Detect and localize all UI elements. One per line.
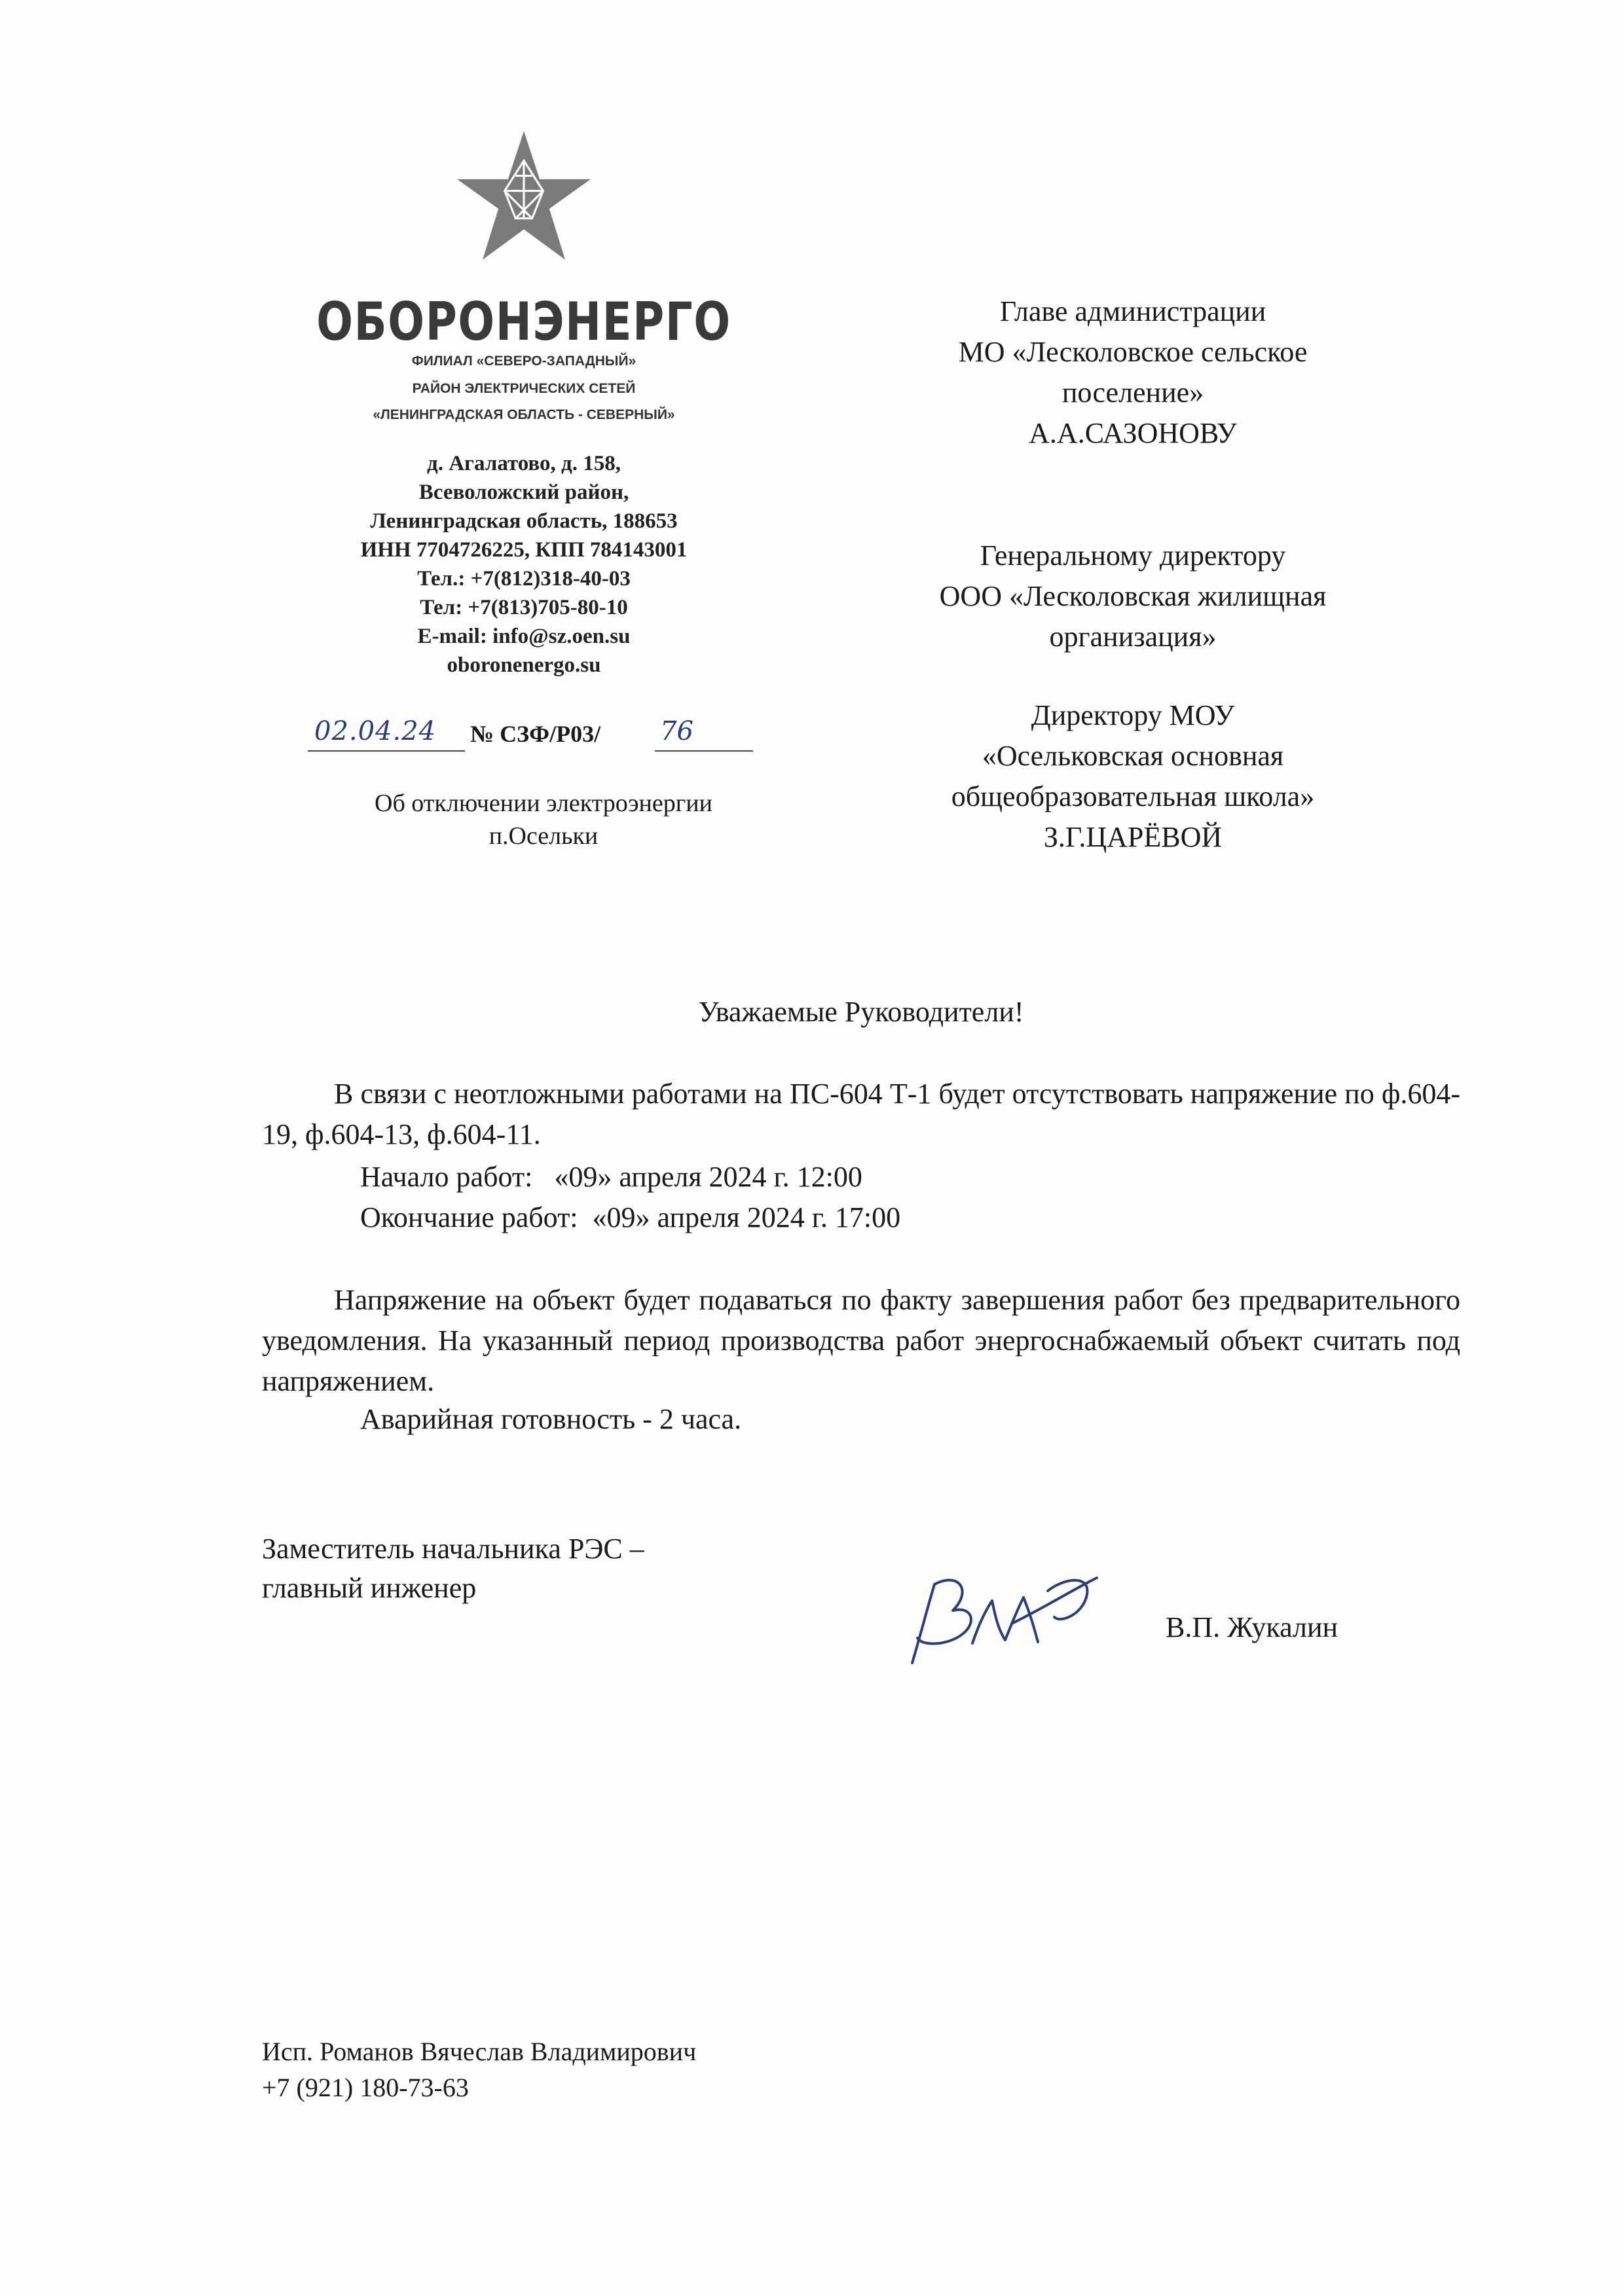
- subject-line: п.Осельки: [489, 822, 599, 850]
- subject-line: Об отключении электроэнергии: [375, 790, 712, 817]
- reference-line: [308, 716, 766, 759]
- handwritten-signature: [900, 1565, 1103, 1669]
- recipient-block: [838, 536, 1428, 657]
- recipient-line: Генеральному директору: [980, 539, 1286, 572]
- region-name: «ЛЕНИНГРАДСКАЯ ОБЛАСТЬ - СЕВЕРНЫЙ»: [373, 407, 675, 422]
- body-paragraph: Напряжение на объект будет подаваться по факту завершения работ без предварительного уведомления. На указанный период производства работ энергоснабжаемый объект считать под напряжением.: [262, 1284, 1460, 1397]
- executor-phone: +7 (921) 180-73-63: [262, 2073, 469, 2102]
- recipient-name: З.Г.ЦАРЁВОЙ: [1043, 821, 1223, 853]
- signatory-name: В.П. Жукалин: [1166, 1611, 1338, 1643]
- branch-name: ФИЛИАЛ «СЕВЕРО-ЗАПАДНЫЙ»: [411, 354, 637, 369]
- oboronenergo-star-logo: [455, 128, 593, 265]
- recipient-line: «Осельковская основная: [982, 740, 1284, 772]
- recipient-line: общеобразовательная школа»: [951, 780, 1315, 812]
- recipient-block: [838, 291, 1428, 454]
- email-line: E-mail: info@sz.oen.su: [417, 625, 631, 648]
- handwritten-date: 02.04.24: [314, 716, 437, 746]
- signatory-position: главный инженер: [262, 1572, 477, 1604]
- emergency-readiness-line: Аварийная готовность - 2 часа.: [360, 1403, 742, 1435]
- recipient-line: Главе администрации: [999, 295, 1266, 327]
- signatory-position: Заместитель начальника РЭС –: [262, 1533, 644, 1565]
- address-line: Ленинградская область, 188653: [370, 509, 678, 533]
- phone-line: Тел: +7(813)705-80-10: [420, 596, 628, 619]
- work-start-line: Начало работ: «09» апреля 2024 г. 12:00: [360, 1161, 862, 1193]
- address-line: д. Агалатово, д. 158,: [427, 452, 621, 475]
- brand-name: ОБОРОНЭНЕРГО: [316, 291, 731, 352]
- recipient-line: МО «Лесколовское сельское: [958, 336, 1308, 368]
- recipient-line: Директору МОУ: [1031, 699, 1235, 731]
- recipient-line: поселение»: [1061, 376, 1204, 409]
- inn-kpp-line: ИНН 7704726225, КПП 784143001: [360, 538, 688, 562]
- website-line: oboronenergo.su: [447, 653, 601, 677]
- handwritten-number: 76: [660, 716, 693, 746]
- executor-name: Исп. Романов Вячеслав Владимирович: [262, 2037, 697, 2066]
- body-paragraph: В связи с неотложными работами на ПС-604 Т-1 будет отсутствовать напряжение по ф.604-19, ф.604-13, ф.604-11.: [262, 1078, 1460, 1150]
- number-underline: [655, 750, 753, 752]
- date-underline: [308, 750, 465, 752]
- reference-number-label: № СЗФ/Р03/: [470, 721, 601, 747]
- recipient-line: организация»: [1049, 621, 1217, 653]
- address-line: Всеволожский район,: [418, 481, 629, 504]
- district-name: РАЙОН ЭЛЕКТРИЧЕСКИХ СЕТЕЙ: [412, 381, 636, 396]
- phone-line: Тел.: +7(812)318-40-03: [417, 567, 631, 591]
- salutation: Уважаемые Руководители!: [698, 996, 1024, 1028]
- work-end-line: Окончание работ: «09» апреля 2024 г. 17:00: [360, 1201, 901, 1233]
- recipient-block: [838, 695, 1428, 858]
- recipient-line: ООО «Лесколовская жилищная: [939, 580, 1327, 612]
- recipient-name: А.А.САЗОНОВУ: [1029, 417, 1237, 449]
